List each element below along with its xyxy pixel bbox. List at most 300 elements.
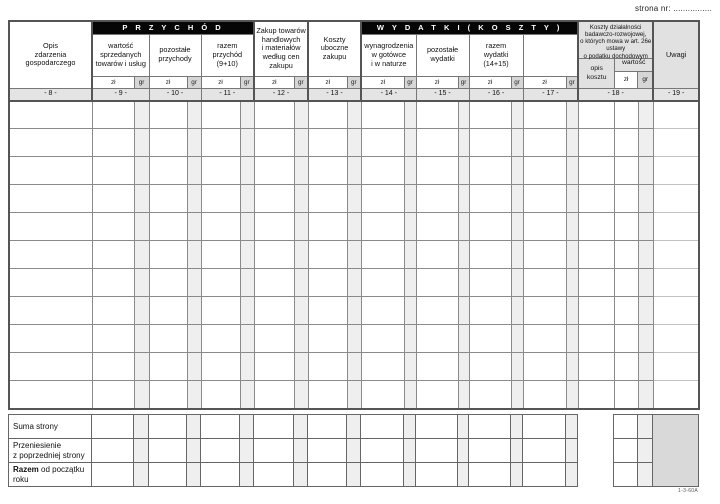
col-13-header: Koszty uboczne zakupu [308, 21, 361, 76]
sum-16-zl [469, 439, 511, 463]
sum-13-zl [308, 439, 347, 463]
table-row [9, 269, 699, 297]
cell-17-gr [566, 101, 578, 129]
cell-12-zl [254, 241, 294, 269]
cell-9-gr [134, 129, 149, 157]
sum-13-gr [347, 415, 361, 439]
cell-18-gr [638, 213, 653, 241]
cell-13-gr [347, 353, 361, 381]
cell-10-zl [149, 381, 187, 409]
col-12-header: Zakup towarów handlowych i materiałów według cen zakupu [254, 21, 308, 76]
col-number: - 11 - [201, 89, 254, 101]
cell-9-gr [134, 185, 149, 213]
cell-9-gr [134, 213, 149, 241]
cell-15-gr [458, 325, 469, 353]
cell-9-zl [92, 241, 134, 269]
cell-10-gr [187, 381, 201, 409]
cell-18-opis [578, 325, 614, 353]
cell-13-gr [347, 381, 361, 409]
unit-gr: gr [347, 76, 361, 88]
sum-9-zl [92, 439, 134, 463]
col-number: - 8 - [9, 89, 92, 101]
sum-10-gr [187, 439, 201, 463]
unit-zl: zł [308, 76, 347, 88]
cell-11-gr [240, 213, 254, 241]
cell-14-zl [361, 101, 404, 129]
cell-17-zl [523, 185, 566, 213]
cell-15-zl [416, 381, 458, 409]
cell-15-zl [416, 185, 458, 213]
cell-9-gr [134, 353, 149, 381]
cell-15-gr [458, 129, 469, 157]
cell-11-zl [201, 269, 240, 297]
col-16-header: razem wydatki (14+15) [469, 34, 523, 76]
sum-16-gr [511, 439, 523, 463]
cell-11-zl [201, 157, 240, 185]
cell-16-zl [469, 129, 511, 157]
cell-18-zl [614, 213, 638, 241]
cell-14-zl [361, 241, 404, 269]
col-18-title: Koszty działalności badawczo-rozwojowej, o których mowa w art. 26e ustawy o podatku dochodowym [580, 24, 652, 60]
cell-opis [9, 129, 92, 157]
cell-uwagi [653, 101, 699, 129]
summary-label-bold: Razem [13, 464, 39, 474]
cell-10-gr [187, 157, 201, 185]
cell-18-zl [614, 381, 638, 409]
cell-16-gr [511, 185, 523, 213]
cell-16-zl [469, 213, 511, 241]
sum-15-zl [416, 463, 458, 487]
cell-12-gr [294, 101, 308, 129]
cell-12-zl [254, 157, 294, 185]
cell-10-gr [187, 325, 201, 353]
sum-16-zl [469, 415, 511, 439]
sum-13-gr [347, 463, 361, 487]
cell-opis [9, 325, 92, 353]
sum-10-gr [187, 463, 201, 487]
col-number: - 16 - [469, 89, 523, 101]
sum-16-gr [511, 415, 523, 439]
cell-15-zl [416, 241, 458, 269]
unit-gr: gr [240, 76, 254, 88]
summary-table [8, 414, 699, 487]
cell-13-zl [308, 185, 347, 213]
cell-15-gr [458, 353, 469, 381]
cell-15-zl [416, 129, 458, 157]
cell-10-gr [187, 185, 201, 213]
col-opis-header: Opis zdarzenia gospodarczego [9, 21, 92, 89]
cell-17-zl [523, 157, 566, 185]
cell-12-gr [294, 297, 308, 325]
cell-11-gr [240, 241, 254, 269]
cell-11-gr [240, 297, 254, 325]
table-row [9, 157, 699, 185]
cell-18-zl [614, 325, 638, 353]
cell-16-zl [469, 297, 511, 325]
col-18-opis-kosztu-header: opis kosztu [579, 59, 615, 88]
sum-18-zl [614, 415, 638, 439]
cell-13-zl [308, 129, 347, 157]
cell-10-gr [187, 101, 201, 129]
sum-9-gr [134, 463, 149, 487]
cell-17-zl [523, 213, 566, 241]
cell-18-opis [578, 353, 614, 381]
cell-16-zl [469, 101, 511, 129]
cell-15-gr [458, 269, 469, 297]
sum-12-zl [254, 415, 294, 439]
cell-9-gr [134, 325, 149, 353]
cell-9-zl [92, 381, 134, 409]
cell-uwagi [653, 129, 699, 157]
cell-17-gr [566, 353, 578, 381]
unit-gr: gr [566, 76, 578, 88]
sum-10-zl [149, 439, 187, 463]
cell-uwagi [653, 325, 699, 353]
cell-10-gr [187, 269, 201, 297]
cell-9-gr [134, 297, 149, 325]
cell-16-zl [469, 185, 511, 213]
unit-gr: gr [458, 76, 469, 88]
cell-18-zl [614, 241, 638, 269]
cell-12-gr [294, 241, 308, 269]
cell-9-zl [92, 297, 134, 325]
sum-18-gr [638, 439, 653, 463]
sum-12-zl [254, 439, 294, 463]
cell-18-zl [614, 101, 638, 129]
cell-12-zl [254, 297, 294, 325]
cell-17-gr [566, 381, 578, 409]
sum-10-gr [187, 415, 201, 439]
sum-14-gr [404, 439, 416, 463]
unit-gr: gr [404, 76, 416, 88]
cell-15-gr [458, 381, 469, 409]
cell-13-gr [347, 129, 361, 157]
cell-10-zl [149, 213, 187, 241]
col-14-header: wynagrodzenia w gotówce i w naturze [361, 34, 416, 76]
summary-row-przeniesienie [9, 439, 699, 463]
cell-18-gr [638, 157, 653, 185]
cell-18-opis [578, 101, 614, 129]
sum-17-gr [566, 439, 578, 463]
cell-13-zl [308, 213, 347, 241]
table-row [9, 353, 699, 381]
sum-14-gr [404, 463, 416, 487]
cell-10-gr [187, 353, 201, 381]
sum-10-zl [149, 415, 187, 439]
cell-uwagi [653, 241, 699, 269]
ledger-body [9, 101, 699, 409]
cell-12-zl [254, 213, 294, 241]
cell-13-gr [347, 157, 361, 185]
cell-13-zl [308, 353, 347, 381]
cell-18-opis [578, 241, 614, 269]
cell-16-zl [469, 381, 511, 409]
sum-13-zl [308, 463, 347, 487]
sum-14-zl [361, 463, 404, 487]
cell-13-gr [347, 101, 361, 129]
table-row [9, 185, 699, 213]
cell-16-gr [511, 157, 523, 185]
cell-16-gr [511, 325, 523, 353]
sum-17-zl [523, 463, 566, 487]
sum-14-zl [361, 439, 404, 463]
footer-uwagi-cell [653, 415, 699, 487]
cell-17-gr [566, 325, 578, 353]
cell-12-gr [294, 129, 308, 157]
unit-zl: zł [469, 76, 511, 88]
cell-12-zl [254, 381, 294, 409]
sum-12-gr [294, 415, 308, 439]
cell-15-zl [416, 213, 458, 241]
cell-16-gr [511, 241, 523, 269]
sum-15-zl [416, 415, 458, 439]
summary-label: Przeniesienie z poprzedniej strony [9, 439, 92, 463]
cell-13-gr [347, 297, 361, 325]
unit-gr: gr [511, 76, 523, 88]
footer-spacer [578, 415, 614, 439]
sum-15-gr [458, 439, 469, 463]
col-11-header: razem przychód (9+10) [201, 34, 254, 76]
col-18-header-wrap [579, 22, 652, 88]
col-number: - 9 - [92, 89, 149, 101]
unit-zl: zł [615, 72, 637, 88]
cell-11-gr [240, 325, 254, 353]
cell-11-zl [201, 129, 240, 157]
cell-11-gr [240, 157, 254, 185]
cell-11-zl [201, 297, 240, 325]
sum-16-gr [511, 463, 523, 487]
sum-15-gr [458, 415, 469, 439]
cell-11-zl [201, 213, 240, 241]
cell-16-gr [511, 353, 523, 381]
cell-14-gr [404, 297, 416, 325]
col-number: - 14 - [361, 89, 416, 101]
cell-17-gr [566, 129, 578, 157]
col-number: - 19 - [653, 89, 699, 101]
cell-10-zl [149, 353, 187, 381]
col-number: - 10 - [149, 89, 201, 101]
cell-9-zl [92, 157, 134, 185]
table-row [9, 241, 699, 269]
cell-15-zl [416, 353, 458, 381]
col-9-header: wartość sprzedanych towarów i usług [92, 34, 149, 76]
sum-14-zl [361, 415, 404, 439]
cell-18-opis [578, 297, 614, 325]
cell-uwagi [653, 185, 699, 213]
cell-14-zl [361, 157, 404, 185]
unit-gr: gr [294, 76, 308, 88]
cell-opis [9, 157, 92, 185]
sum-17-gr [566, 415, 578, 439]
cell-opis [9, 353, 92, 381]
cell-14-zl [361, 325, 404, 353]
cell-17-zl [523, 269, 566, 297]
cell-10-gr [187, 213, 201, 241]
table-row [9, 325, 699, 353]
cell-11-zl [201, 241, 240, 269]
table-row [9, 213, 699, 241]
cell-9-gr [134, 241, 149, 269]
cell-9-zl [92, 353, 134, 381]
cell-14-zl [361, 185, 404, 213]
cell-9-zl [92, 101, 134, 129]
cell-14-gr [404, 129, 416, 157]
page-number-line: strona nr: ................ [635, 4, 712, 13]
sum-13-gr [347, 439, 361, 463]
cell-15-zl [416, 325, 458, 353]
cell-12-gr [294, 353, 308, 381]
cell-17-zl [523, 297, 566, 325]
col-number: - 13 - [308, 89, 361, 101]
cell-13-gr [347, 213, 361, 241]
cell-15-gr [458, 157, 469, 185]
cell-15-gr [458, 241, 469, 269]
sum-13-zl [308, 415, 347, 439]
cell-12-zl [254, 269, 294, 297]
cell-14-zl [361, 353, 404, 381]
cell-18-opis [578, 269, 614, 297]
col-18-header [578, 21, 653, 89]
cell-11-gr [240, 381, 254, 409]
cell-17-gr [566, 213, 578, 241]
cell-15-gr [458, 101, 469, 129]
cell-11-gr [240, 353, 254, 381]
cell-10-zl [149, 241, 187, 269]
sum-17-gr [566, 463, 578, 487]
sum-9-gr [134, 439, 149, 463]
unit-zl: zł [416, 76, 458, 88]
sum-11-zl [201, 415, 240, 439]
cell-13-zl [308, 241, 347, 269]
cell-16-zl [469, 269, 511, 297]
sum-12-gr [294, 463, 308, 487]
sum-18-zl [614, 439, 638, 463]
col-18-wartosc-header: wartość [615, 59, 652, 72]
cell-11-zl [201, 101, 240, 129]
cell-16-gr [511, 381, 523, 409]
cell-12-zl [254, 101, 294, 129]
cell-16-gr [511, 101, 523, 129]
cell-11-gr [240, 129, 254, 157]
unit-zl: zł [201, 76, 240, 88]
sum-9-zl [92, 415, 134, 439]
cell-18-gr [638, 185, 653, 213]
col-number: - 15 - [416, 89, 469, 101]
sum-17-zl [523, 415, 566, 439]
cell-12-zl [254, 325, 294, 353]
cell-opis [9, 185, 92, 213]
cell-12-gr [294, 185, 308, 213]
cell-14-gr [404, 269, 416, 297]
cell-12-zl [254, 129, 294, 157]
summary-row-suma-strony [9, 415, 699, 439]
sum-11-zl [201, 439, 240, 463]
ledger-table [8, 20, 700, 410]
cell-18-gr [638, 297, 653, 325]
cell-17-zl [523, 381, 566, 409]
cell-14-zl [361, 297, 404, 325]
unit-zl: zł [523, 76, 566, 88]
cell-11-gr [240, 185, 254, 213]
col-uwagi-header: Uwagi [653, 21, 699, 89]
cell-17-zl [523, 101, 566, 129]
cell-13-zl [308, 297, 347, 325]
footer-spacer [578, 439, 614, 463]
sum-12-zl [254, 463, 294, 487]
cell-uwagi [653, 297, 699, 325]
cell-14-gr [404, 241, 416, 269]
cell-10-gr [187, 241, 201, 269]
cell-18-zl [614, 353, 638, 381]
cell-18-gr [638, 325, 653, 353]
cell-15-gr [458, 185, 469, 213]
cell-12-gr [294, 213, 308, 241]
sum-9-zl [92, 463, 134, 487]
cell-9-zl [92, 325, 134, 353]
cell-9-zl [92, 269, 134, 297]
footer-spacer [578, 463, 614, 487]
cell-12-gr [294, 325, 308, 353]
cell-9-zl [92, 129, 134, 157]
summary-label [9, 463, 92, 487]
cell-10-zl [149, 101, 187, 129]
cell-16-zl [469, 353, 511, 381]
cell-14-zl [361, 213, 404, 241]
col-10-header: pozostałe przychody [149, 34, 201, 76]
cell-16-gr [511, 213, 523, 241]
cell-10-zl [149, 185, 187, 213]
cell-14-gr [404, 325, 416, 353]
cell-uwagi [653, 353, 699, 381]
cell-17-gr [566, 241, 578, 269]
summary-label: Suma strony [9, 415, 92, 439]
cell-9-zl [92, 213, 134, 241]
sum-15-gr [458, 463, 469, 487]
cell-uwagi [653, 213, 699, 241]
cell-10-zl [149, 297, 187, 325]
cell-15-zl [416, 269, 458, 297]
cell-14-gr [404, 213, 416, 241]
cell-11-gr [240, 101, 254, 129]
cell-17-zl [523, 129, 566, 157]
cell-opis [9, 269, 92, 297]
cell-9-gr [134, 381, 149, 409]
cell-13-gr [347, 269, 361, 297]
cell-17-gr [566, 269, 578, 297]
sum-14-gr [404, 415, 416, 439]
unit-zl: zł [254, 76, 294, 88]
cell-11-zl [201, 185, 240, 213]
cell-18-gr [638, 129, 653, 157]
sum-18-gr [638, 463, 653, 487]
cell-10-zl [149, 157, 187, 185]
table-row [9, 297, 699, 325]
sum-15-zl [416, 439, 458, 463]
cell-17-gr [566, 297, 578, 325]
cell-12-gr [294, 157, 308, 185]
cell-18-opis [578, 213, 614, 241]
cell-18-zl [614, 129, 638, 157]
cell-opis [9, 213, 92, 241]
table-row [9, 381, 699, 409]
cell-18-opis [578, 157, 614, 185]
cell-uwagi [653, 269, 699, 297]
col-15-header: pozostałe wydatki [416, 34, 469, 76]
unit-gr: gr [134, 76, 149, 88]
cell-18-gr [638, 381, 653, 409]
sum-11-gr [240, 439, 254, 463]
cell-16-gr [511, 129, 523, 157]
